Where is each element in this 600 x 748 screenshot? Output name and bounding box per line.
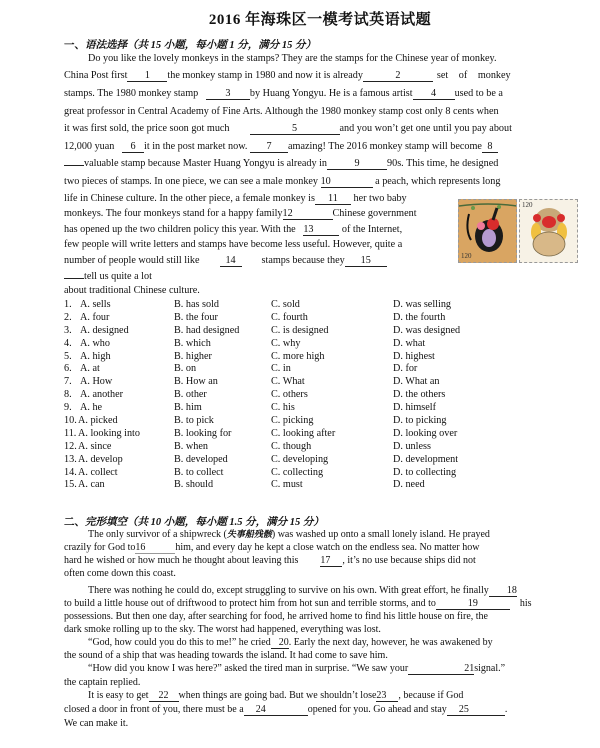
- option-d[interactable]: D. looking over: [393, 427, 458, 439]
- option-a[interactable]: A. another: [80, 389, 123, 401]
- blank-15-cont: [64, 278, 84, 279]
- question-number: 10.: [64, 415, 77, 427]
- question-number: 2.: [64, 311, 72, 323]
- option-a[interactable]: A. at: [80, 363, 100, 375]
- option-c[interactable]: C. picking: [271, 415, 314, 427]
- option-a[interactable]: A. who: [80, 337, 110, 349]
- stamp-monkey-family: 120: [519, 199, 578, 263]
- blank-19[interactable]: 19: [436, 598, 510, 610]
- blank-24[interactable]: 24: [244, 704, 308, 716]
- page-title: 2016 年海珠区一模考试英语试题: [208, 12, 432, 28]
- option-b[interactable]: B. when: [174, 440, 208, 452]
- blank-10[interactable]: 10: [321, 176, 373, 188]
- section1-heading-text: 语法选择（共 15 小题，每小题 1 分，满分 15 分）: [85, 40, 316, 51]
- option-c[interactable]: C. more high: [271, 350, 325, 362]
- passage1-line: life in Chinese culture. In the other piece, a female monkey is 11 her two baby: [64, 193, 407, 204]
- option-c[interactable]: C. sold: [271, 299, 300, 310]
- option-a[interactable]: A. sells: [80, 299, 111, 310]
- passage1-line: 12,000 yuan 6 it in the post market now. 7 amazing! The 2016 monkey stamp will become 8: [64, 140, 498, 153]
- option-a[interactable]: A. designed: [80, 324, 129, 336]
- passage2-line: possessions. But then one day, after searching for food, he arrived home to find his little house on fire, the: [64, 611, 488, 622]
- option-a[interactable]: A. develop: [78, 453, 123, 465]
- option-a[interactable]: A. How: [80, 376, 113, 388]
- section2-prefix: 二、: [64, 517, 85, 528]
- option-b[interactable]: B. higher: [174, 350, 212, 362]
- option-c[interactable]: C. looking after: [271, 427, 336, 439]
- option-b[interactable]: B. developed: [174, 453, 228, 465]
- option-c[interactable]: C. why: [271, 337, 301, 349]
- passage1-line: China Post first 1 the monkey stamp in 1980 and now it is already 2 set of monkey: [64, 70, 511, 81]
- passage1-line: has opened up the two children policy this year. With the 13 of the Internet,: [64, 224, 403, 235]
- option-c[interactable]: C. others: [271, 389, 308, 401]
- passage2-line: to build a little house out of driftwood to protect him from hot sun and terrible storms, and to 19 his: [64, 598, 532, 609]
- option-c[interactable]: C. his: [271, 402, 295, 414]
- passage2-line: the captain replied.: [64, 677, 141, 688]
- option-c[interactable]: C. developing: [271, 453, 329, 465]
- passage2-line: crazily for God to16 him, and every day he kept a close watch on the endless sea. No matter how: [64, 542, 480, 553]
- blank-6[interactable]: 6: [122, 141, 144, 153]
- option-b[interactable]: B. How an: [174, 376, 218, 388]
- section1-heading: [64, 37, 316, 52]
- passage1-line: number of people would still like 14 stamps because they 15: [64, 254, 387, 267]
- option-a[interactable]: A. four: [80, 311, 110, 323]
- blank-4[interactable]: 4: [413, 88, 455, 100]
- option-b[interactable]: B. to collect: [174, 466, 224, 478]
- option-a[interactable]: A. collect: [78, 466, 118, 478]
- option-b[interactable]: B. had designed: [174, 324, 240, 336]
- option-d[interactable]: D. the others: [393, 389, 446, 401]
- blank-1[interactable]: 1: [127, 70, 167, 82]
- question-number: 15.: [64, 479, 77, 491]
- question-number: 4.: [64, 337, 72, 349]
- option-b[interactable]: B. other: [174, 389, 207, 401]
- blank-17[interactable]: 17: [320, 555, 342, 567]
- passage2-line: “How did you know I was here?” asked the tired man in surprise. “We saw your 21signal.”: [88, 663, 506, 674]
- question-number: 12.: [64, 440, 77, 452]
- question-number: 5.: [64, 350, 72, 362]
- option-c[interactable]: C. in: [271, 363, 291, 375]
- passage1-line: two pieces of stamps. In one piece, we can see a male monkey 10 a peach, which represents long: [64, 176, 501, 187]
- blank-15[interactable]: 15: [345, 255, 387, 267]
- option-d[interactable]: D. highest: [393, 350, 435, 362]
- blank-13[interactable]: 13: [303, 224, 339, 236]
- section2-heading-text: 完形填空（共 10 小题，每小题 1.5 分，满分 15 分）: [85, 517, 324, 528]
- blank-21[interactable]: 21: [408, 663, 474, 675]
- passage1-line: stamps. The 1980 monkey stamp 3 by Huang Yongyu. He is a famous artist 4 used to be a: [64, 88, 503, 99]
- option-d[interactable]: D. the fourth: [393, 311, 446, 323]
- blank-8[interactable]: 8: [482, 141, 498, 153]
- option-d[interactable]: D. development: [393, 453, 459, 465]
- option-c[interactable]: C. though: [271, 440, 312, 452]
- passage2-line: There was nothing he could do, except struggling to survive on his own. With great effort, he finally 18: [88, 585, 517, 596]
- option-d[interactable]: D. himself: [393, 402, 437, 414]
- question-number: 6.: [64, 363, 72, 375]
- stamp-male-monkey: 120: [458, 199, 517, 263]
- blank-3[interactable]: 3: [206, 88, 250, 100]
- option-b[interactable]: B. which: [174, 337, 211, 349]
- blank-14[interactable]: 14: [220, 255, 242, 267]
- option-d[interactable]: D. What an: [393, 376, 440, 388]
- blank-7[interactable]: 7: [250, 141, 288, 153]
- blank-9[interactable]: 9: [327, 158, 387, 170]
- option-a[interactable]: A. can: [78, 479, 105, 491]
- option-d[interactable]: D. unless: [393, 440, 431, 452]
- blank-8-cont: [64, 165, 84, 166]
- option-b[interactable]: B. on: [174, 363, 197, 375]
- question-number: 3.: [64, 324, 72, 336]
- passage2-line: the sound of a ship that was heading towards the island. It had come to save him.: [64, 650, 388, 661]
- option-a[interactable]: A. high: [80, 350, 111, 362]
- passage1-line: tell us quite a lot: [64, 270, 152, 283]
- blank-25[interactable]: 25: [447, 704, 505, 716]
- blank-22[interactable]: 22: [149, 690, 179, 702]
- option-a[interactable]: A. looking into: [78, 427, 140, 439]
- passage1-line: Do you like the lovely monkeys in the stamps? They are the stamps for the Chinese year of monkey.: [88, 53, 497, 64]
- option-a[interactable]: A. since: [78, 440, 112, 452]
- option-a[interactable]: A. he: [80, 402, 103, 414]
- option-b[interactable]: B. the four: [174, 311, 218, 323]
- option-b[interactable]: B. looking for: [174, 427, 232, 439]
- blank-5[interactable]: 5: [250, 123, 340, 135]
- option-b[interactable]: B. has sold: [174, 299, 219, 310]
- passage2-line: It is easy to get 22 when things are going bad. But we shouldn’t lose23 , because if God: [88, 690, 464, 701]
- blank-2[interactable]: 2: [363, 70, 433, 82]
- blank-18[interactable]: 18: [489, 585, 517, 597]
- option-c[interactable]: C. is designed: [271, 324, 329, 336]
- question-number: 8.: [64, 389, 72, 401]
- question-number: 7.: [64, 376, 72, 388]
- monkey-stamp-image: [458, 199, 578, 263]
- section2-heading: [64, 514, 324, 529]
- option-c[interactable]: C. collecting: [271, 466, 324, 478]
- blank-23[interactable]: 23: [376, 690, 398, 702]
- question-number: 11.: [64, 427, 77, 439]
- passage2-line: We can make it.: [64, 718, 129, 729]
- option-d[interactable]: D. what: [393, 337, 426, 349]
- passage1-line: great professor in Central Academy of Fine Arts. Although the 1980 monkey stamp cost only 8 cents when: [64, 106, 499, 117]
- question-number: 1.: [64, 299, 72, 310]
- option-d[interactable]: D. was selling: [393, 299, 452, 310]
- passage2-line: often come down this coast.: [64, 568, 176, 579]
- passage2-line: dark smoke rolling up to the sky. The worst had happened, everything was lost.: [64, 624, 381, 635]
- option-a[interactable]: A. picked: [78, 415, 118, 427]
- option-b[interactable]: B. to pick: [174, 415, 214, 427]
- passage2-line: hard he wished or how much he thought about leaving this 17 , it’s no use because ships did not: [64, 555, 476, 566]
- blank-20[interactable]: 20: [271, 637, 289, 649]
- option-c[interactable]: C. What: [271, 376, 305, 388]
- blank-16[interactable]: 16: [135, 542, 175, 554]
- option-d[interactable]: D. to collecting: [393, 466, 457, 478]
- blank-12[interactable]: 12: [283, 208, 333, 220]
- question-number: 13.: [64, 453, 77, 465]
- passage2-line: closed a door in front of you, there must be a 24 opened for you. Go ahead and stay 25 .: [64, 704, 508, 715]
- option-d[interactable]: D. need: [393, 479, 425, 491]
- passage2-line: The only survivor of a shipwreck (失事船残骸) was washed up onto a small lonely island. He prayed: [88, 529, 490, 540]
- option-d[interactable]: D. for: [393, 363, 418, 375]
- option-b[interactable]: B. should: [174, 479, 214, 491]
- option-c[interactable]: C. fourth: [271, 311, 308, 323]
- blank-11[interactable]: 11: [315, 193, 351, 205]
- passage1-line: about traditional Chinese culture.: [64, 285, 200, 296]
- option-d[interactable]: D. to picking: [393, 415, 447, 427]
- monkey-family-icon: [520, 200, 578, 262]
- option-b[interactable]: B. him: [174, 402, 202, 414]
- passage1-line: valuable stamp because Master Huang Yongyu is already in 9 90s. This time, he designed: [64, 157, 498, 170]
- passage2-line: “God, how could you do this to me!” he cried 20. Early the next day, however, he was awakened by: [88, 637, 493, 648]
- passage1-line: it was first sold, the price soon got much 5 and you won’t get one until you pay about: [64, 123, 512, 134]
- section1-prefix: 一、: [64, 40, 85, 51]
- question-number: 9.: [64, 402, 72, 414]
- passage1-line: monkeys. The four monkeys stand for a happy family12 Chinese government: [64, 208, 417, 219]
- option-c[interactable]: C. must: [271, 479, 303, 491]
- question-number: 14.: [64, 466, 77, 478]
- option-d[interactable]: D. was designed: [393, 324, 461, 336]
- passage1-line: few people will write letters and stamps have become less useful. However, quite a: [64, 239, 403, 250]
